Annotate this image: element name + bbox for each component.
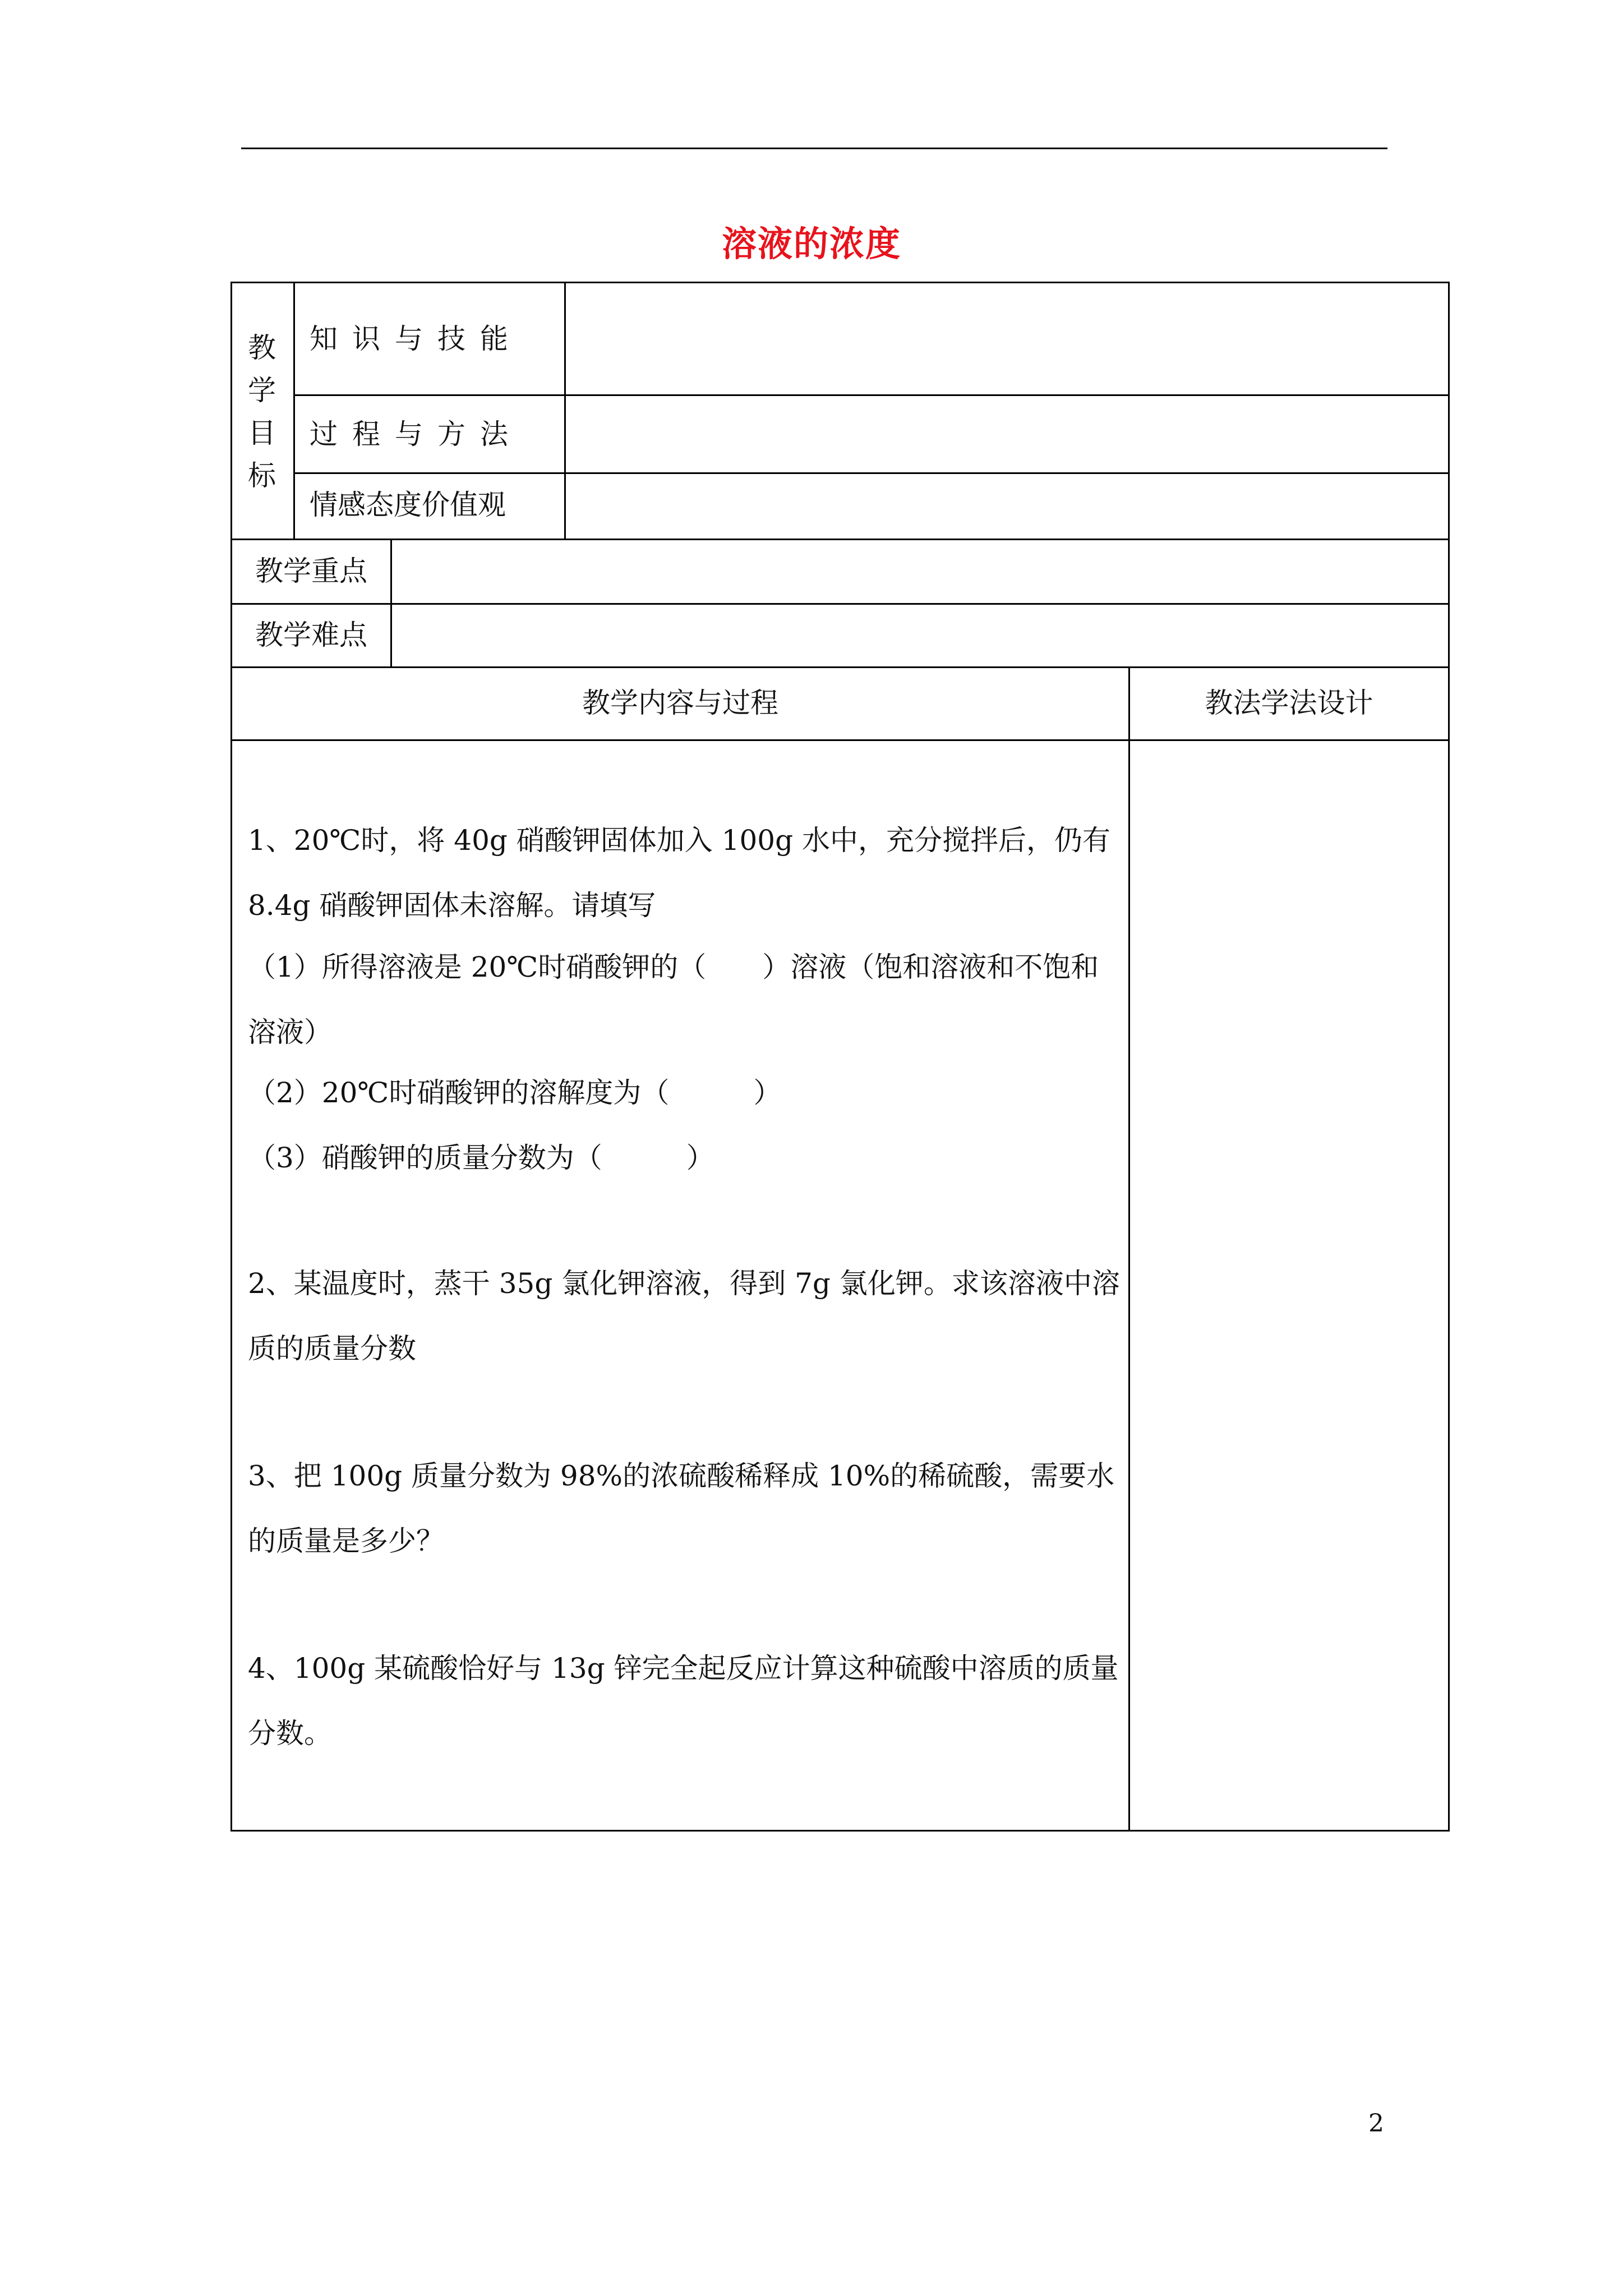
document-title: 溶液的浓度 [721,223,901,264]
objectives-label [245,326,279,497]
question-1: 1、20℃时，将 40g 硝酸钾固体加入 100g 水中，充分搅拌后，仍有 8.4g 硝酸钾固体未溶解。请填写 [248,824,1111,922]
question-4: 4、100g 某硫酸恰好与 13g 锌完全起反应计算这种硫酸中溶质的质量分数。 [248,1652,1119,1750]
question-1-part-2: （2）20℃时硝酸钾的溶解度为（ ） [248,1076,782,1109]
question-3: 3、把 100g 质量分数为 98%的浓硫酸稀释成 10%的稀硫酸，需要水的质量是多少？ [248,1460,1115,1557]
question-1-part-1: （1）所得溶液是 20℃时硝酸钾的（ ）溶液（饱和溶液和不饱和溶液） [248,951,1099,1048]
question-1-part-3: （3）硝酸钾的质量分数为（ ） [248,1142,714,1174]
objective-process-label: 过程与方法 [310,418,523,450]
objectives-label-char: 学 [248,374,276,407]
column-header-method: 教法学法设计 [1205,687,1373,719]
objectives-label-char: 目 [248,417,276,449]
page-number: 2 [1368,2109,1384,2138]
column-header-content: 教学内容与过程 [582,687,778,719]
question-2: 2、某温度时，蒸干 35g 氯化钾溶液，得到 7g 氯化钾。求该溶液中溶质的质量分数 [248,1267,1120,1365]
objectives-label-char: 标 [248,459,276,492]
header-rule [241,148,1387,149]
objectives-label-char: 教 [248,332,276,364]
difficulty-label: 教学难点 [255,619,367,651]
objective-knowledge-label: 知识与技能 [310,323,523,355]
objective-attitude-label: 情感态度价值观 [310,489,506,521]
key-point-label: 教学重点 [255,555,367,587]
